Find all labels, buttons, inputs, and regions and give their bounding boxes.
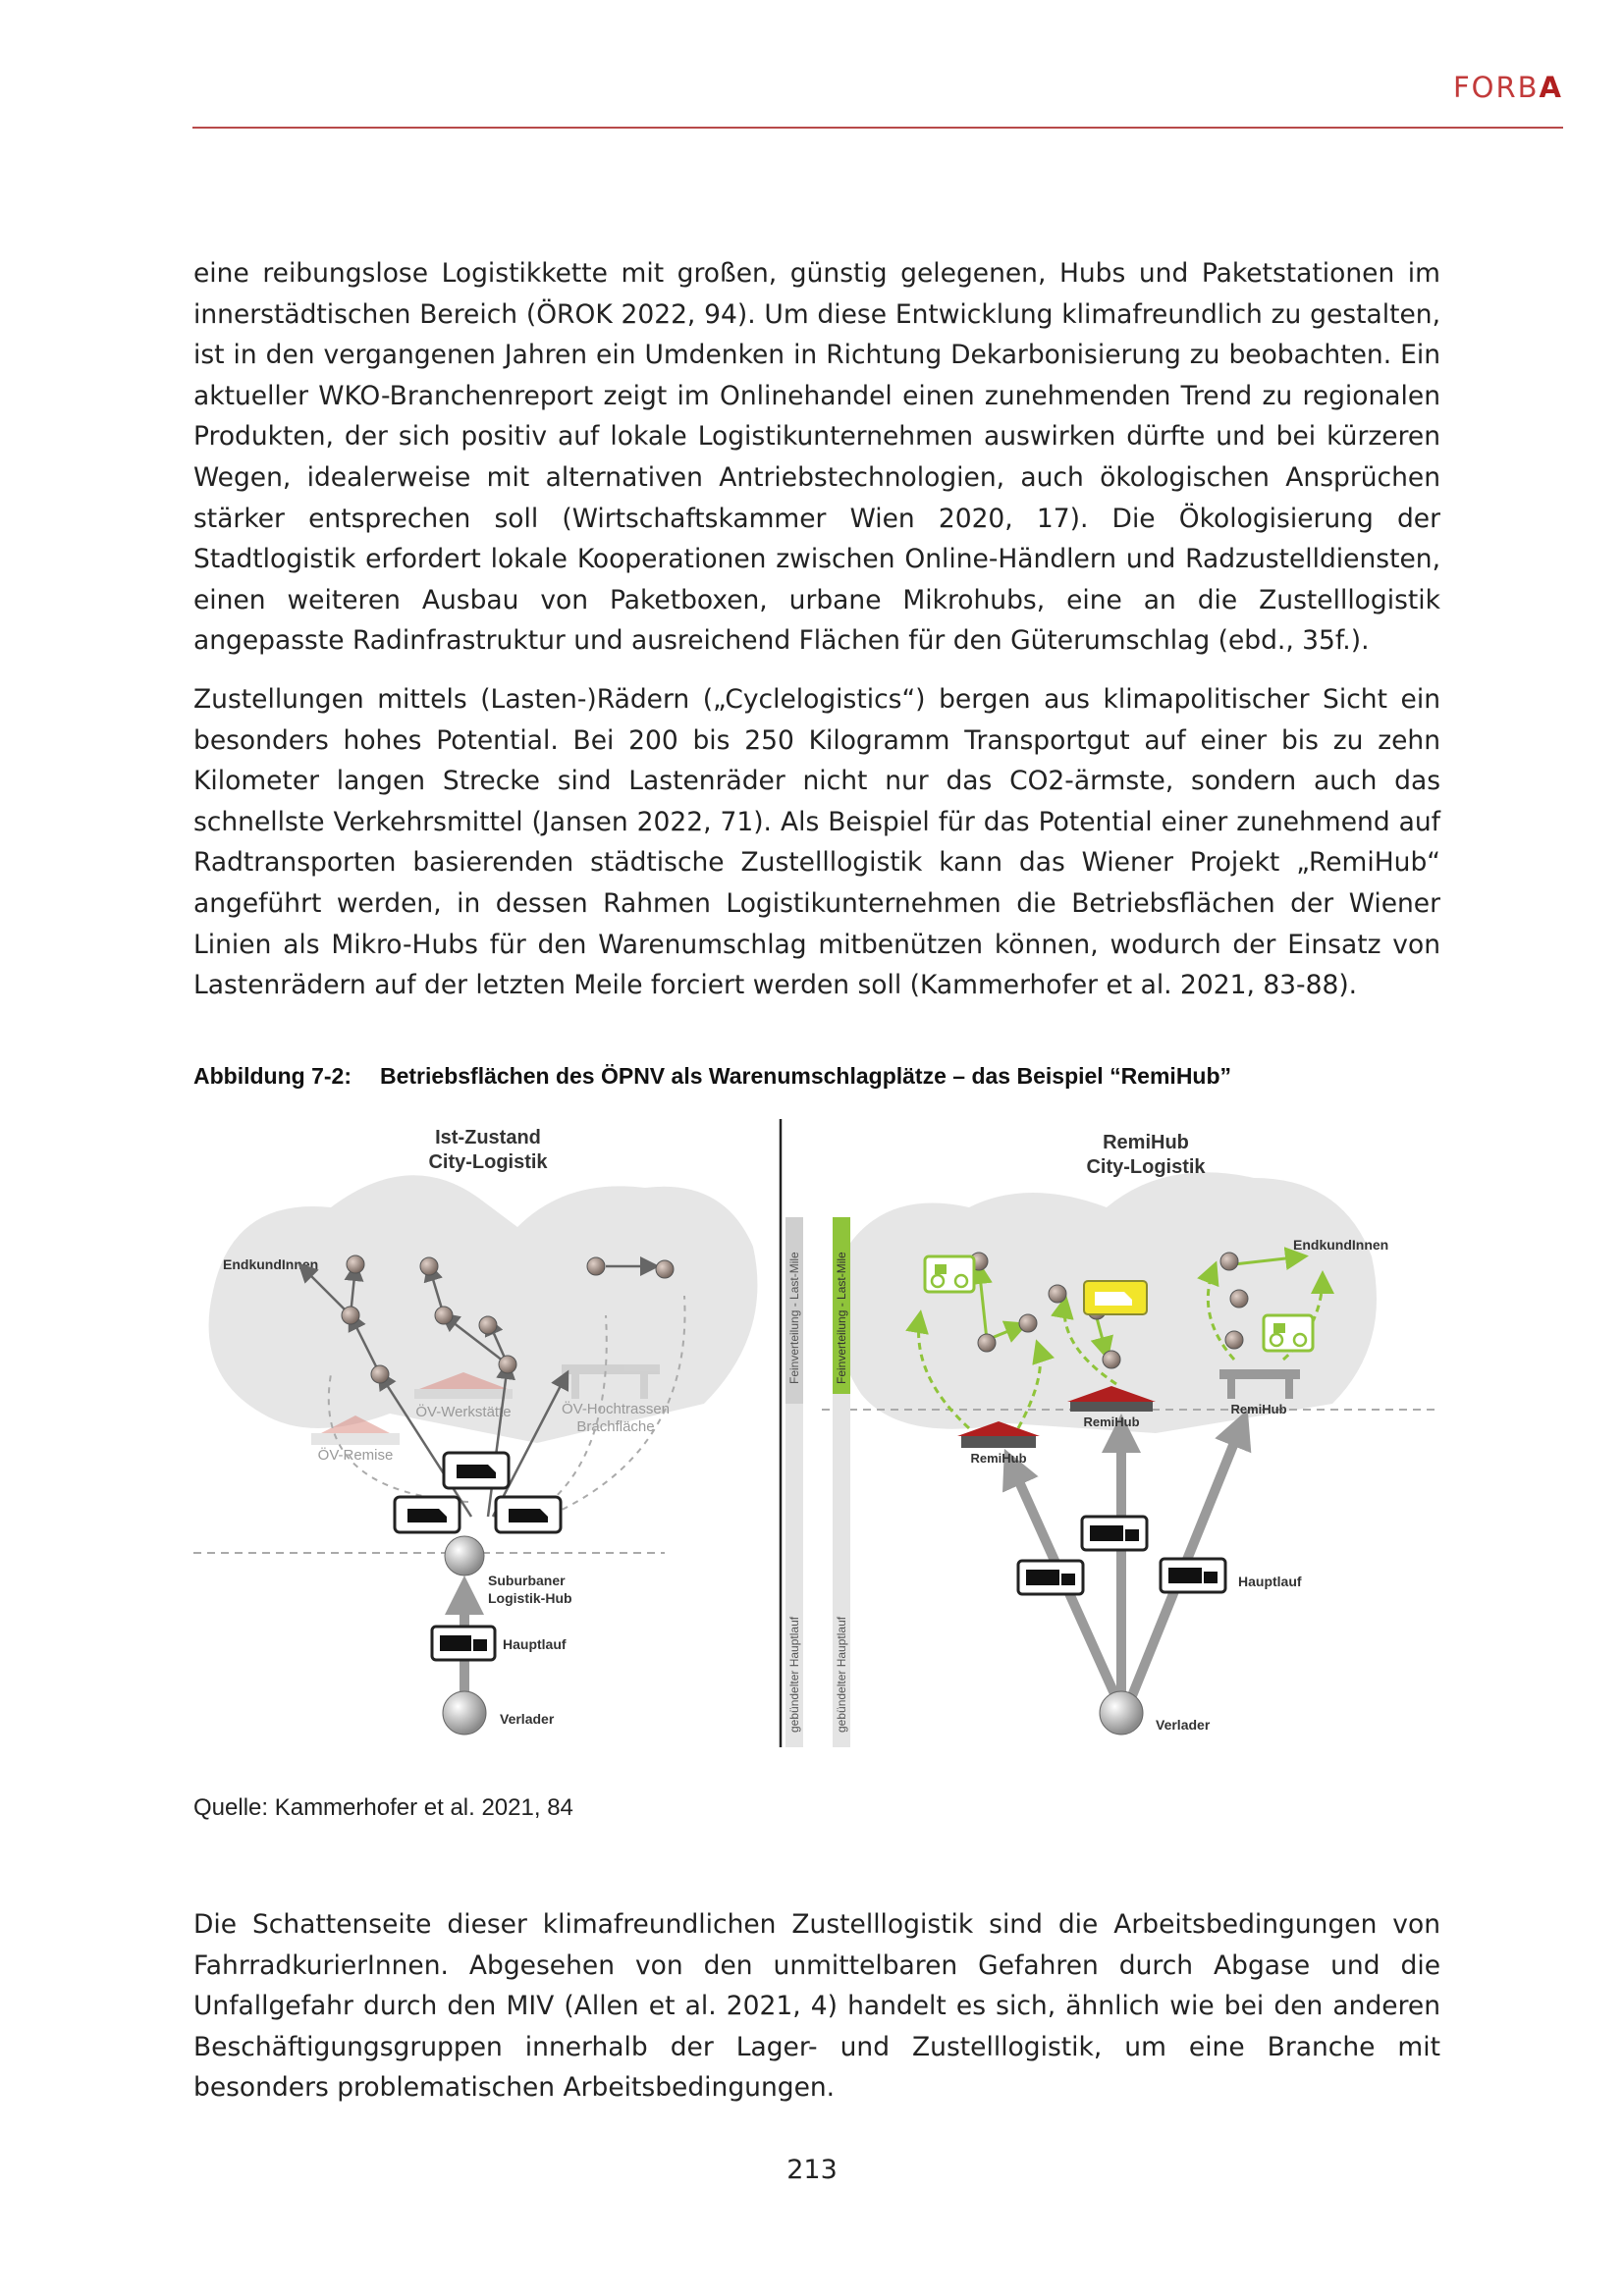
paragraph-3: Die Schattenseite dieser klimafreundlichen Zustelllogistik sind die Arbeitsbedingungen von FahrradkurierInnen. Abgesehen von den unmittelbaren Gefahren durch Abgase und die Unfallgefahr durch den MIV (Allen et al. 2021, 4) handelt es sich, ähnlich wie bei den anderen Beschäftigungsgruppen innerhalb der Lager- und Zustelllogistik, um eine Branche mit besonders problematischen Arbeitsbedingungen.: [193, 1909, 1440, 2104]
hub-label-line1: Suburbaner: [488, 1573, 566, 1588]
divider-feinverteilung: Feinverteilung - Last-Mile: [787, 1252, 801, 1384]
label-hochtrassen: ÖV-Hochtrassen: [561, 1401, 671, 1417]
caption-number: Abbildung 7-2:: [193, 1063, 352, 1089]
left-vans: [395, 1453, 561, 1532]
forba-logo: FORBA: [1452, 71, 1563, 104]
figure-source: Quelle: Kammerhofer et al. 2021, 84: [193, 1794, 573, 1821]
figure-caption: [193, 1063, 1440, 1090]
header-rule: [192, 127, 1563, 129]
remihub-label-2: RemiHub: [1083, 1415, 1140, 1429]
paragraph-1: eine reibungslose Logistikkette mit großen, günstig gelegenen, Hubs und Paketstationen im innerstädtischen Bereich (ÖROK 2022, 94). Um diese Entwicklung klimafreundlich zu gestalten, ist in den vergangenen Jahren ein Umdenken in Richtung Dekarbonisierung zu beobachten. Ein aktueller WKO-Branchenreport zeigt im Onlinehandel einen zunehmenden Trend zu regionalen Produkten, der sich positiv auf lokale Logistikunternehmen auswirken dürfte und bei kürzeren Wegen, idealerweise mit alternativen Antriebstechnologien, auch ökologischen Ansprüchen stärker entsprechen soll (Wirtschaftskammer Wien 2020, 17). Die Ökologisierung der Stadtlogistik erfordert lokale Kooperationen zwischen Online-Händlern und Radzustelldiensten, einen weiteren Ausbau von Paketboxen, urbane Mikrohubs, eine an die Zustelllogistik angepasste Radinfrastruktur und ausreichend Flächen für den Güterumschlag (ebd., 35f.).: [193, 258, 1440, 657]
divider-feinverteilung-green: Feinverteilung - Last-Mile: [835, 1252, 848, 1384]
left-verlader-label: Verlader: [500, 1711, 555, 1727]
label-werkstaette: ÖV-Werkstätte: [415, 1404, 512, 1420]
left-endkunden-label: EndkundInnen: [223, 1256, 319, 1272]
right-hauptlauf-label: Hauptlauf: [1238, 1574, 1302, 1589]
cargo-bike-icon-1: [925, 1256, 974, 1292]
label-remise: ÖV-Remise: [317, 1447, 394, 1464]
hub-label-line2: Logistik-Hub: [488, 1590, 572, 1606]
right-verlader-label: Verlader: [1156, 1717, 1211, 1733]
right-title-line2: City-Logistik: [1086, 1156, 1206, 1178]
left-hauptlauf-label: Hauptlauf: [503, 1636, 567, 1652]
remihub-label-1: RemiHub: [970, 1451, 1027, 1466]
paragraph-2: Zustellungen mittels (Lasten-)Rädern („Cyclelogistics“) bergen aus klimapolitischer Sicht ein besonders hohes Potential. Bei 200 bis 250 Kilogramm Transportgut auf einer bis zu zehn Kilometer langen Strecke sind Lastenräder nicht nur das CO2-ärmste, sondern auch das schnellste Verkehrsmittel (Jansen 2022, 71). Als Beispiel für das Potential einer zunehmend auf Radtransporten basierenden städtische Zustelllogistik kann das Wiener Projekt „RemiHub“ angeführt werden, in dessen Rahmen Logistikunternehmen die Betriebsflächen der Wiener Linien als Mikro-Hubs für den Warenumschlag mitbenützen können, wodurch der Einsatz von Lastenrädern auf der letzten Meile forciert werden soll (Kammerhofer et al. 2021, 83-88).: [193, 684, 1440, 1001]
left-title-line1: Ist-Zustand: [435, 1127, 541, 1148]
divider-gebuendelt: gebündelter Hauptlauf: [787, 1616, 801, 1733]
left-title-line2: City-Logistik: [428, 1151, 548, 1173]
right-title-line1: RemiHub: [1103, 1132, 1189, 1153]
electric-van-icon: [1084, 1281, 1147, 1314]
remihub-diagram: [193, 1119, 1440, 1747]
page-number: 213: [786, 2155, 838, 2185]
divider-gebuendelt-right: gebündelter Hauptlauf: [835, 1616, 848, 1733]
caption-title: Betriebsflächen des ÖPNV als Warenumschlagplätze – das Beispiel “RemiHub”: [380, 1063, 1232, 1089]
cargo-bike-icon-2: [1264, 1315, 1313, 1351]
right-endkunden-label: EndkundInnen: [1293, 1237, 1389, 1253]
remihub-label-3: RemiHub: [1230, 1402, 1287, 1416]
label-brachflaeche: Brachfläche: [576, 1418, 655, 1435]
